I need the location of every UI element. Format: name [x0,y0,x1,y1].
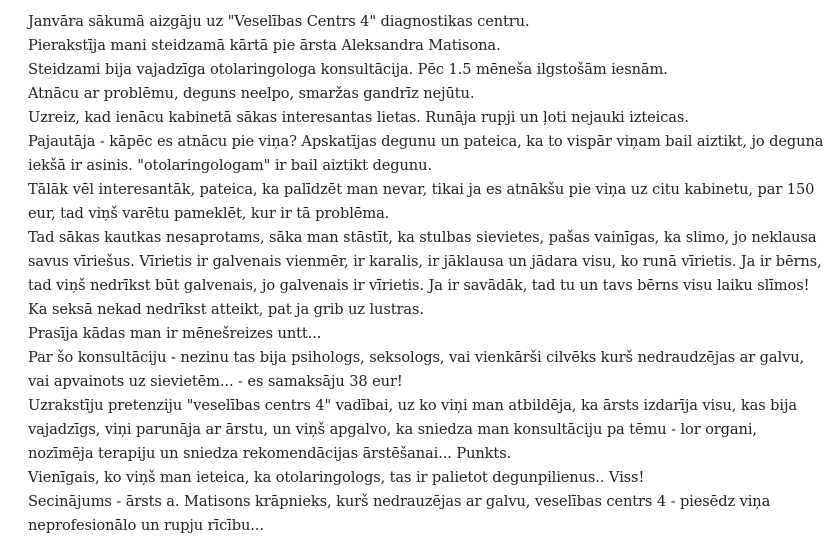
review-paragraph: Vienīgais, ko viņš man ieteica, ka otolaringologs, tas ir palietot degunpilienus.. Viss! [28,469,645,486]
review-paragraph: Tad sākas kautkas nesaprotams, sāka man stāstīt, ka stulbas sievietes, pašas vainīgas, ka slimo, jo neklausa savus vīriešus. Vīrietis ir galvenais vienmēr, ir karalis, ir jāklausa un jādara visu, ko runā vīrietis. Ja ir bērns, tad viņš nedrīkst būt galvenais, jo galvenais ir vīrietis. Ja ir savādāk, tad tu un tavs bērns visu laiku slīmos! Ka seksā nekad nedrīkst atteikt, pat ja grib uz lustras. [28,229,822,318]
review-paragraph: Secinājums - ārsts a. Matisons krāpnieks, kurš nedrauzējas ar galvu, veselības centrs 4 - piesēdz viņa neprofesionālo un rupju rīcību... [28,493,771,534]
review-paragraph: Pajautāja - kāpēc es atnācu pie viņa? Apskatījas degunu un pateica, ka to vispār viņam bail aiztikt, jo deguna iekšā ir asinis. "otolaringologam" ir bail aiztikt degunu. [28,133,824,174]
review-paragraph: Prasīja kādas man ir mēnešreizes untt... [28,325,322,342]
review-paragraph: Atnācu ar problēmu, deguns neelpo, smaržas gandrīz nejūtu. [28,85,475,102]
review-paragraph: Pierakstīja mani steidzamā kārtā pie ārsta Aleksandra Matisona. [28,37,501,54]
review-paragraph: Janvāra sākumā aizgāju uz "Veselības Centrs 4" diagnostikas centru. [28,13,530,30]
review-paragraph: Tālāk vēl interesantāk, pateica, ka palīdzēt man nevar, tikai ja es atnākšu pie viņa uz citu kabinetu, par 150 eur, tad viņš varētu pameklēt, kur ir tā problēma. [28,181,815,222]
review-paragraph: Uzreiz, kad ienācu kabinetā sākas interesantas lietas. Runāja rupji un ļoti nejauki izteicas. [28,109,689,126]
review-paragraph: Uzrakstīju pretenziju "veselības centrs 4" vadībai, uz ko viņi man atbildēja, ka ārsts izdarīja visu, kas bija vajadzīgs, viņi parunāja ar ārstu, un viņš apgalvo, ka sniedza man konsultāciju pa tēmu - lor organi, nozīmēja terapiju un sniedza rekomendācijas ārstēšanai... Punkts. [28,397,797,462]
review-paragraph: Steidzami bija vajadzīga otolaringologa konsultācija. Pēc 1.5 mēneša ilgstošām iesnām. [28,61,668,78]
review-paragraph: Par šo konsultāciju - nezinu tas bija psihologs, seksologs, vai vienkārši cilvēks kurš nedraudzējas ar galvu, vai apvainots uz sievietēm... - es samaksāju 38 eur! [28,349,805,390]
